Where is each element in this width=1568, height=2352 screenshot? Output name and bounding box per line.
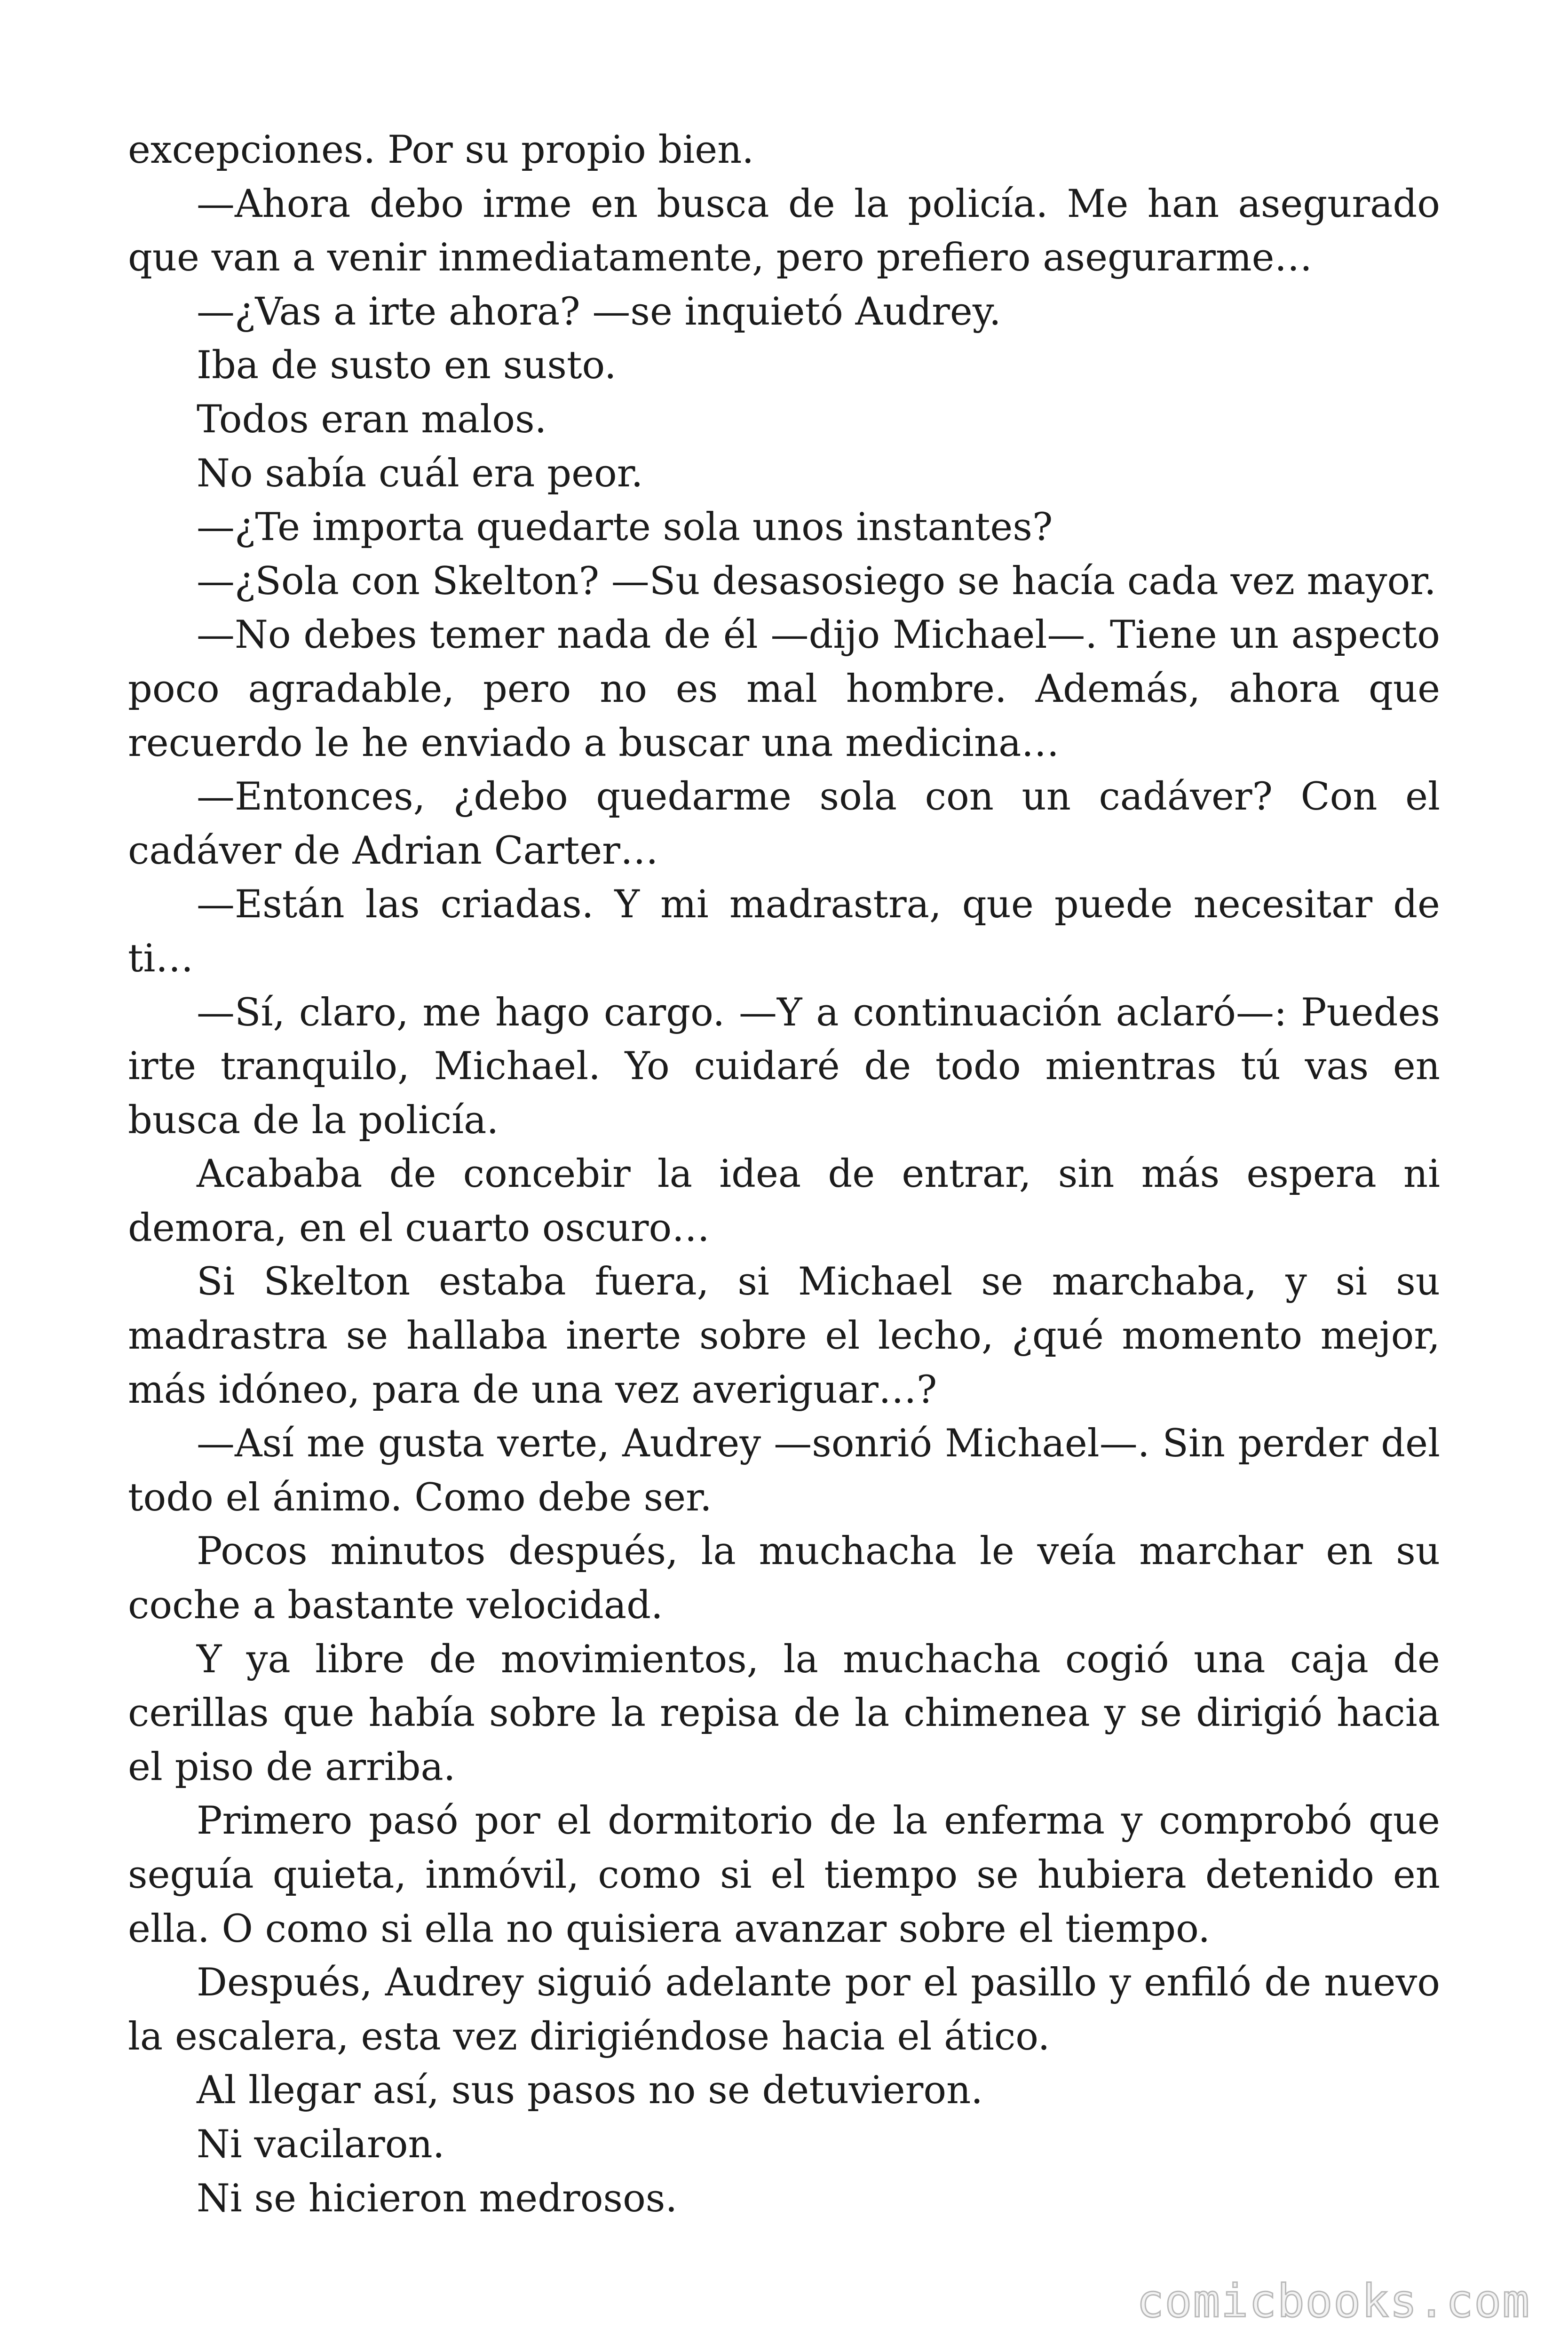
paragraph: Iba de susto en susto. <box>197 343 617 388</box>
paragraph: Acababa de concebir la idea de entrar, sin más espera ni demora, en el cuarto oscuro… <box>128 1152 1440 1250</box>
paragraph: —Entonces, ¿debo quedarme sola con un cadáver? Con el cadáver de Adrian Carter… <box>128 775 1440 873</box>
paragraph: Pocos minutos después, la muchacha le veía marchar en su coche a bastante velocidad. <box>128 1529 1440 1628</box>
paragraph: —Ahora debo irme en busca de la policía. Me han asegurado que van a venir inmediatamente, pero prefiero asegurarme… <box>128 182 1440 280</box>
paragraph: Después, Audrey siguió adelante por el pasillo y enfiló de nuevo la escalera, esta vez dirigiéndose hacia el ático. <box>128 1961 1440 2059</box>
paragraph: —Están las criadas. Y mi madrastra, que puede necesitar de ti… <box>128 882 1440 981</box>
paragraph: Al llegar así, sus pasos no se detuvieron. <box>197 2068 983 2113</box>
paragraph: No sabía cuál era peor. <box>197 451 643 496</box>
paragraph: Primero pasó por el dormitorio de la enferma y comprobó que seguía quieta, inmóvil, como si el tiempo se hubiera detenido en ella. O como si ella no quisiera avanzar sobre el tiempo. <box>128 1799 1440 1951</box>
paragraph: —¿Vas a irte ahora? —se inquietó Audrey. <box>197 289 1001 334</box>
paragraph: Ni vacilaron. <box>197 2122 445 2167</box>
paragraph: —¿Sola con Skelton? —Su desasosiego se hacía cada vez mayor. <box>197 559 1436 604</box>
paragraph: —No debes temer nada de él —dijo Michael—. Tiene un aspecto poco agradable, pero no es mal hombre. Además, ahora que recuerdo le he enviado a buscar una medicina… <box>128 613 1440 765</box>
paragraph: Ni se hicieron medrosos. <box>197 2176 678 2221</box>
paragraph: —Así me gusta verte, Audrey —sonrió Michael—. Sin perder del todo el ánimo. Como debe ser. <box>128 1422 1440 1520</box>
paragraph: Y ya libre de movimientos, la muchacha cogió una caja de cerillas que había sobre la repisa de la chimenea y se dirigió hacia el piso de arriba. <box>128 1637 1440 1789</box>
paragraph: excepciones. Por su propio bien. <box>128 128 754 172</box>
paragraph: Todos eran malos. <box>197 397 547 442</box>
paragraph: —¿Te importa quedarte sola unos instantes? <box>197 505 1053 550</box>
paragraph: Si Skelton estaba fuera, si Michael se marchaba, y si su madrastra se hallaba inerte sobre el lecho, ¿qué momento mejor, más idóneo, para de una vez averiguar…? <box>128 1260 1440 1412</box>
watermark: comicbooks.com <box>1136 2275 1530 2328</box>
paragraph: —Sí, claro, me hago cargo. —Y a continuación aclaró—: Puedes irte tranquilo, Michael. Yo cuidaré de todo mientras tú vas en busca de la policía. <box>128 990 1440 1143</box>
page-text <box>128 123 1440 2225</box>
